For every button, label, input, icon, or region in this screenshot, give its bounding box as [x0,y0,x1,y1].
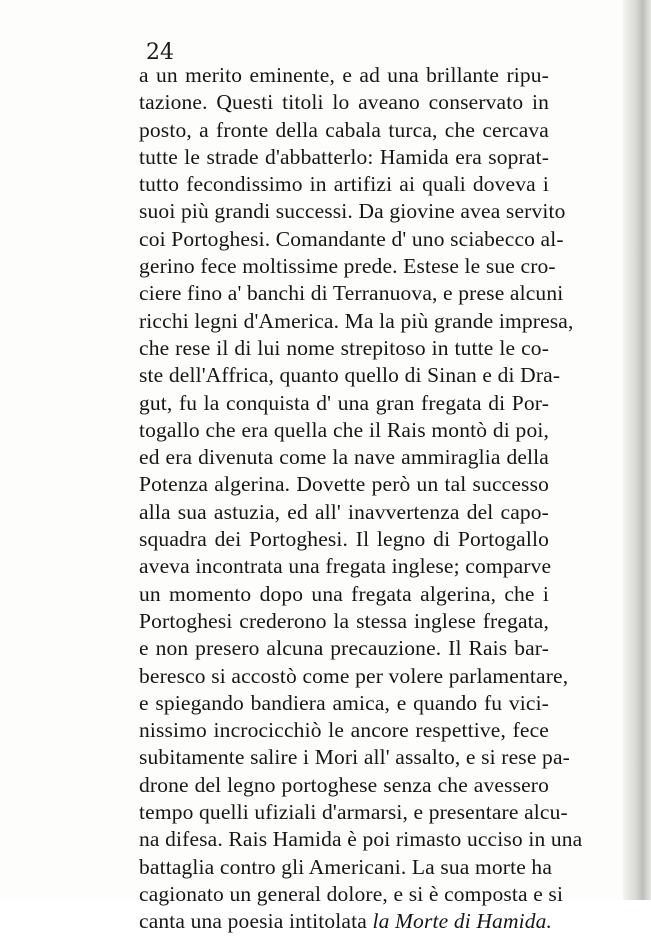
text-line: tutte le strade d'abbatterlo: Hamida era soprat- [139,144,549,169]
text-line: aveva incontrata una fregata inglese; comparve [139,554,552,579]
text-line: cagionato un general dolore, e si è composta e si [139,881,564,906]
text-line: coi Portoghesi. Comandante d' uno sciabecco al- [139,226,564,251]
text-line: posto, a fronte della cabala turca, che cercava [139,117,549,142]
text-line: subitamente salire i Mori all' assalto, e si rese pa- [139,745,570,770]
text-line: tazione. Questi titoli lo aveano conservato in [139,90,549,115]
text-line: Portoghesi crederono la stessa inglese fregata, [139,608,549,633]
final-text-line [139,908,553,935]
text-line: Potenza algerina. Dovette però un tal successo [139,472,549,497]
text-line: e spiegando bandiera amica, e quando fu vici- [139,690,549,715]
text-line: gut, fu la conquista d' una gran fregata di Por- [139,390,549,415]
text-line: battaglia contro gli Americani. La sua morte ha [139,854,553,879]
text-line: suoi più grandi successi. Da giovine avea servito [139,199,566,224]
text-line: gerino fece moltissime prede. Estese le sue cro- [139,254,556,279]
text-line: togallo che era quella che il Rais montò di poi, [139,417,549,442]
final-line-text: canta una poesia intitolata [139,909,373,934]
page-edge-shadow [623,0,651,900]
text-line: nissimo incrocicchiò le ancore respettive, fece [139,718,549,743]
text-line: ed era divenuta come la nave ammiraglia della [139,445,549,470]
text-line: un momento dopo una fregata algerina, che i [139,581,549,606]
text-line: drone del legno portoghese senza che avessero [139,772,549,797]
poem-title: la Morte di Hamida. [372,909,553,934]
text-line: che rese il di lui nome strepitoso in tutte le co- [139,335,549,360]
text-line: beresco si accostò come per volere parlamentare, [139,663,569,688]
body-text [139,62,583,936]
text-line: ste dell'Affrica, quanto quello di Sinan e di Dra- [139,363,561,388]
text-line: e non presero alcuna precauzione. Il Rais bar- [139,636,549,661]
page-number: 24 [146,40,174,65]
text-line: tutto fecondissimo in artifizi ai quali doveva i [139,172,549,197]
text-line: tempo quelli ufiziali d'armarsi, e presentare alcu- [139,800,568,825]
text-line: ricchi legni d'America. Ma la più grande impresa, [139,308,574,333]
text-line: na difesa. Rais Hamida è poi rimasto ucciso in una [139,827,583,852]
text-line: a un merito eminente, e ad una brillante ripu- [139,63,549,87]
text-line: alla sua astuzia, ed all' inavvertenza del capo- [139,499,549,524]
text-line: squadra dei Portoghesi. Il legno di Portogallo [139,527,549,552]
text-line: ciere fino a' banchi di Terranuova, e prese alcuni [139,281,564,306]
